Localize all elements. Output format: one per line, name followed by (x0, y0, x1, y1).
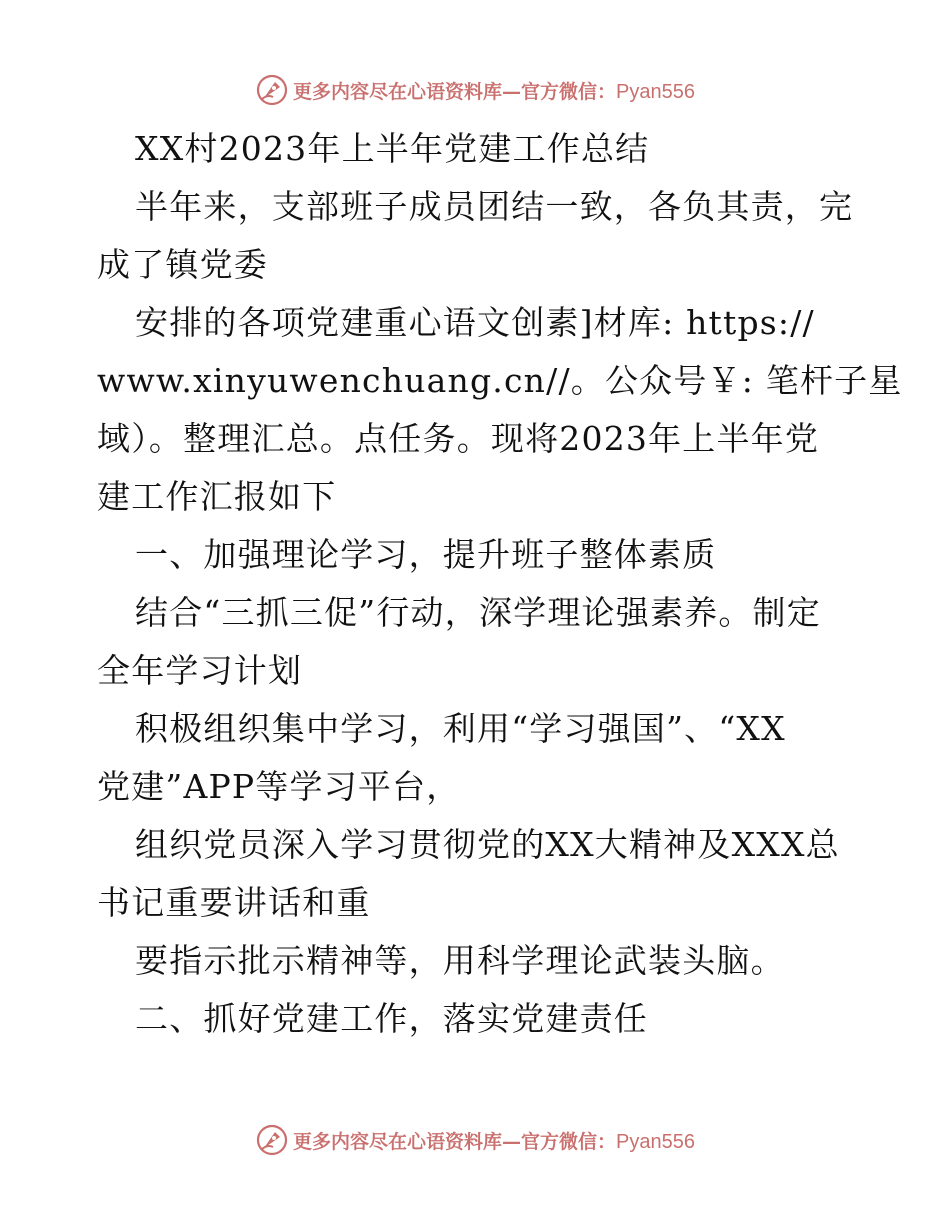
footer-watermark (0, 1120, 950, 1160)
paragraph-line: 积极组织集中学习，利用“学习强国”、“XX (135, 709, 786, 748)
paragraph-line: 半年来，支部班子成员团结一致，各负其责，完 (135, 187, 854, 226)
document-body (97, 124, 903, 1052)
paragraph-line: 全年学习计划 (97, 651, 303, 690)
paragraph-line: 党建”APP等学习平台， (97, 767, 461, 806)
paragraph-line: 安排的各项党建重心语文创素]材库: https:// (135, 303, 815, 342)
watermark-text: 更多内容尽在心语资料库—官方微信：Pyan556 (293, 1130, 695, 1153)
header-watermark (0, 70, 950, 110)
paragraph-line: 域）。整理汇总。点任务。现将2023年上半年党 (97, 419, 820, 458)
paragraph-line: www.xinyuwenchuang.cn//。公众号￥: 笔杆子星 (97, 361, 903, 400)
paragraph-line: 要指示批示精神等，用科学理论武装头脑。 (135, 941, 785, 980)
section-heading: 二、抓好党建工作，落实党建责任 (135, 999, 648, 1038)
paragraph-line: 建工作汇报如下 (97, 477, 337, 516)
pen-nib-logo-icon (255, 73, 289, 107)
pen-nib-logo-icon (255, 1123, 289, 1157)
watermark-text: 更多内容尽在心语资料库—官方微信：Pyan556 (293, 80, 695, 103)
paragraph-line: 组织党员深入学习贯彻党的XX大精神及XXX总 (135, 825, 840, 864)
paragraph-line: 结合“三抓三促”行动，深学理论强素养。制定 (135, 593, 821, 632)
paragraph-line: 成了镇党委 (97, 245, 268, 284)
document-title: XX村2023年上半年党建工作总结 (135, 129, 650, 168)
paragraph-line: 书记重要讲话和重 (97, 883, 371, 922)
section-heading: 一、加强理论学习，提升班子整体素质 (135, 535, 717, 574)
